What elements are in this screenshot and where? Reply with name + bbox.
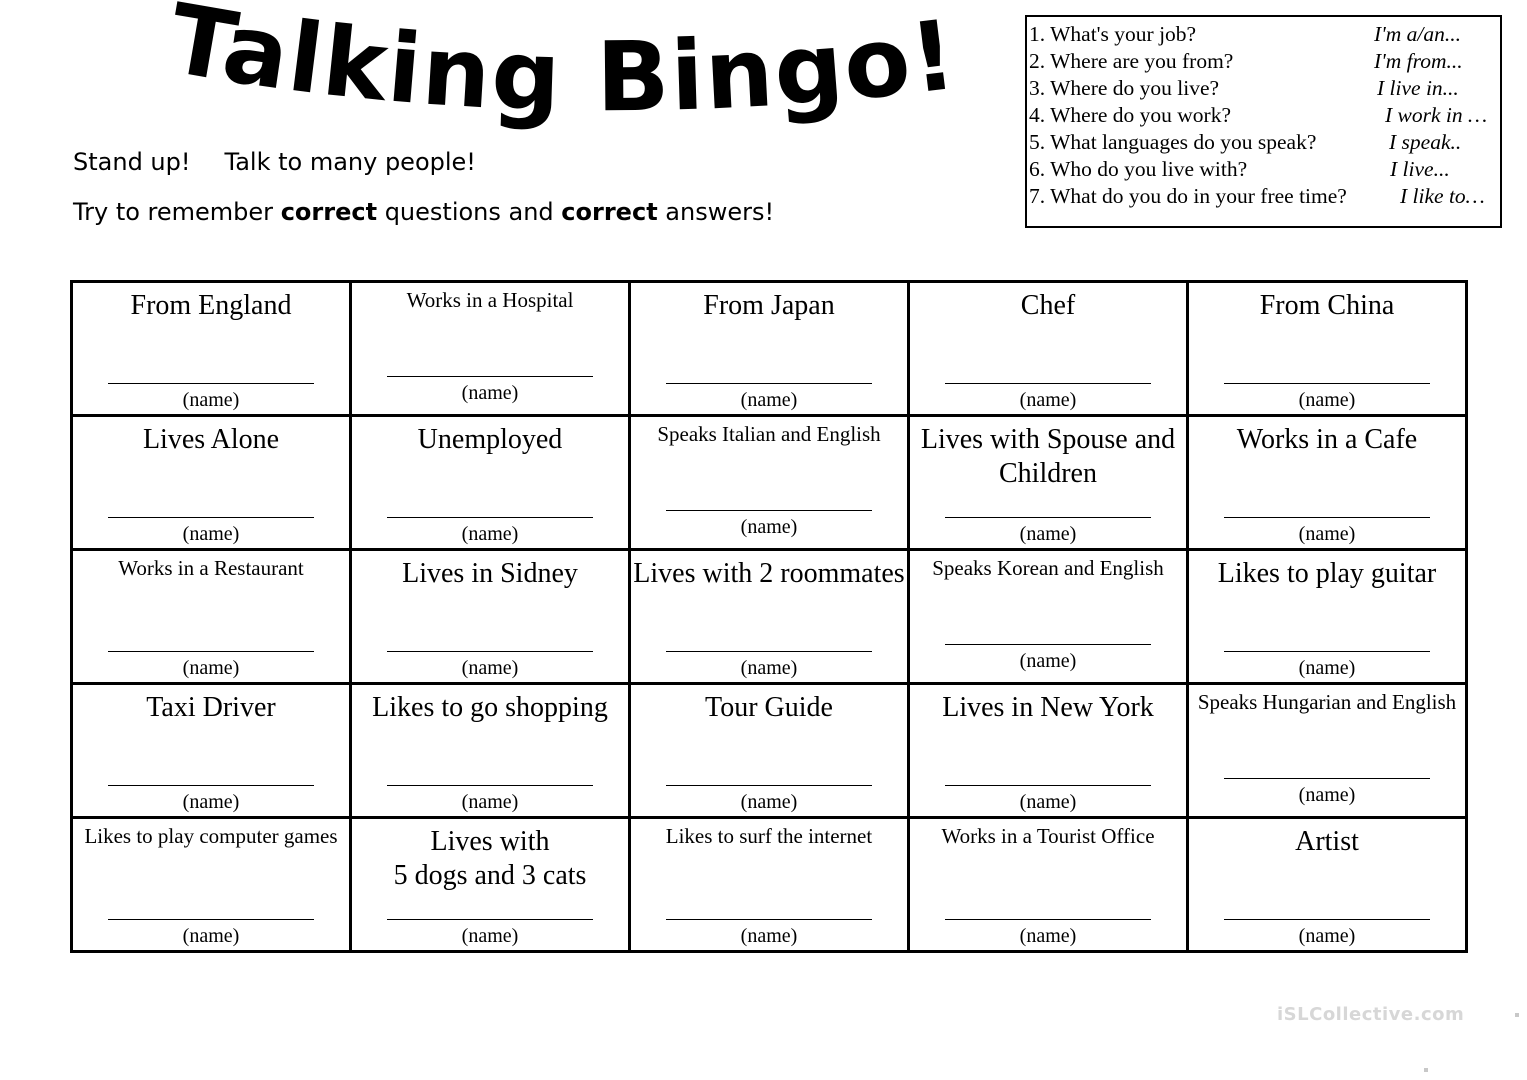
cell-label: Lives Alone <box>142 424 280 455</box>
name-label: (name) <box>461 523 519 545</box>
name-label: (name) <box>1298 784 1356 806</box>
name-label: (name) <box>1019 925 1077 947</box>
name-label: (name) <box>182 657 240 679</box>
bingo-cell <box>72 416 351 550</box>
bingo-cell <box>72 818 351 952</box>
name-label: (name) <box>1298 389 1356 411</box>
cell-label: Unemployed <box>417 424 563 455</box>
cell-label: Lives with 2 roommates <box>633 558 905 589</box>
talk-text: Talk to many people! <box>224 148 476 176</box>
answer-text: I live... <box>1390 157 1450 181</box>
bingo-cell <box>909 550 1188 684</box>
cell-label: Artist <box>1295 826 1359 857</box>
question-row <box>1029 21 1496 48</box>
question-text: 3. Where do you live? <box>1029 76 1220 100</box>
name-write-line[interactable] <box>945 383 1151 384</box>
name-write-line[interactable] <box>1224 517 1430 518</box>
cell-label: Lives in Sidney <box>402 558 578 589</box>
cell-label: Speaks Korean and English <box>932 556 1164 580</box>
bingo-cell <box>351 818 630 952</box>
question-text: 6. Who do you live with? <box>1029 157 1248 181</box>
name-write-line[interactable] <box>1224 778 1430 779</box>
cell-label: From England <box>130 290 292 321</box>
cell-label: Speaks Italian and English <box>657 422 881 446</box>
name-label: (name) <box>1019 650 1077 672</box>
bingo-cell <box>1188 416 1467 550</box>
name-label: (name) <box>1298 523 1356 545</box>
name-write-line[interactable] <box>108 785 314 786</box>
cell-label: From Japan <box>703 290 835 321</box>
answer-text: I speak.. <box>1389 130 1462 154</box>
name-write-line[interactable] <box>1224 919 1430 920</box>
name-label: (name) <box>461 382 519 404</box>
name-label: (name) <box>461 925 519 947</box>
cell-label: Lives with Spouse and Children <box>920 424 1176 489</box>
name-write-line[interactable] <box>387 376 593 377</box>
instruction-text: Try to remember <box>73 198 281 226</box>
question-text: 7. What do you do in your free time? <box>1029 184 1347 208</box>
name-write-line[interactable] <box>108 383 314 384</box>
bingo-grid <box>70 280 1468 953</box>
bingo-row <box>72 550 1467 684</box>
stand-up-text: Stand up! <box>73 148 191 176</box>
bingo-cell <box>351 282 630 416</box>
questions-box <box>1025 15 1502 228</box>
page-title <box>150 0 1030 150</box>
name-label: (name) <box>1298 657 1356 679</box>
name-write-line[interactable] <box>666 383 872 384</box>
name-label: (name) <box>740 516 798 538</box>
answer-text: I live in... <box>1377 76 1459 100</box>
bingo-cell <box>1188 818 1467 952</box>
cell-label: Works in a Cafe <box>1236 424 1418 455</box>
bingo-cell <box>351 416 630 550</box>
bingo-cell <box>630 684 909 818</box>
name-write-line[interactable] <box>945 785 1151 786</box>
bingo-cell <box>351 684 630 818</box>
cell-label: Likes to go shopping <box>372 692 608 723</box>
bingo-cell <box>72 282 351 416</box>
name-label: (name) <box>740 389 798 411</box>
name-label: (name) <box>182 389 240 411</box>
bold-correct-1: correct <box>280 198 378 226</box>
cell-label: Speaks Hungarian and English <box>1197 690 1457 714</box>
bingo-cell <box>909 282 1188 416</box>
name-label: (name) <box>461 657 519 679</box>
bold-correct-2: correct <box>561 198 658 226</box>
dot <box>1424 1068 1428 1072</box>
name-write-line[interactable] <box>945 919 1151 920</box>
bingo-cell <box>630 416 909 550</box>
bingo-cell <box>72 684 351 818</box>
question-row <box>1029 183 1496 210</box>
instruction-text: answers! <box>657 198 775 226</box>
name-label: (name) <box>461 791 519 813</box>
name-label: (name) <box>740 791 798 813</box>
name-write-line[interactable] <box>108 651 314 652</box>
cell-label: Lives in New York <box>942 692 1154 723</box>
name-write-line[interactable] <box>945 644 1151 645</box>
bingo-cell <box>1188 684 1467 818</box>
cell-label: From China <box>1259 290 1395 321</box>
bingo-cell <box>909 416 1188 550</box>
cell-label: Taxi Driver <box>146 692 276 723</box>
bingo-cell <box>351 550 630 684</box>
name-label: (name) <box>1019 791 1077 813</box>
instruction-line-2 <box>73 187 774 237</box>
name-write-line[interactable] <box>666 785 872 786</box>
instructions <box>73 137 774 237</box>
cell-label: Likes to play guitar <box>1217 558 1437 589</box>
name-write-line[interactable] <box>387 919 593 920</box>
bingo-cell <box>630 550 909 684</box>
question-row <box>1029 48 1496 75</box>
bingo-row <box>72 684 1467 818</box>
name-label: (name) <box>1019 389 1077 411</box>
bingo-cell <box>909 684 1188 818</box>
name-write-line[interactable] <box>108 919 314 920</box>
cell-label: Chef <box>1020 290 1076 321</box>
bingo-row <box>72 416 1467 550</box>
name-write-line[interactable] <box>387 651 593 652</box>
name-write-line[interactable] <box>108 517 314 518</box>
answer-text: I work in … <box>1385 103 1488 127</box>
bingo-cell <box>630 282 909 416</box>
name-write-line[interactable] <box>387 517 593 518</box>
name-label: (name) <box>182 791 240 813</box>
name-write-line[interactable] <box>666 919 872 920</box>
name-label: (name) <box>1019 523 1077 545</box>
bingo-cell <box>630 818 909 952</box>
name-label: (name) <box>740 657 798 679</box>
bingo-cell <box>1188 282 1467 416</box>
answer-text: I'm from... <box>1374 49 1463 73</box>
cell-label: Lives with 5 dogs and 3 cats <box>393 826 587 891</box>
cell-label: Likes to play computer games <box>84 824 338 848</box>
bingo-cell <box>909 818 1188 952</box>
name-write-line[interactable] <box>666 651 872 652</box>
bingo-row <box>72 282 1467 416</box>
question-text: 5. What languages do you speak? <box>1029 130 1317 154</box>
name-label: (name) <box>182 523 240 545</box>
cell-label: Works in a Hospital <box>406 288 574 312</box>
question-row <box>1029 75 1496 102</box>
name-write-line[interactable] <box>387 785 593 786</box>
name-label: (name) <box>182 925 240 947</box>
name-write-line[interactable] <box>945 517 1151 518</box>
bingo-row <box>72 818 1467 952</box>
answer-text: I like to… <box>1400 184 1485 208</box>
watermark: iSLCollective.com <box>1277 1004 1465 1025</box>
question-row <box>1029 156 1496 183</box>
question-row <box>1029 129 1496 156</box>
name-write-line[interactable] <box>1224 383 1430 384</box>
name-write-line[interactable] <box>1224 651 1430 652</box>
bingo-cell <box>72 550 351 684</box>
cell-label: Works in a Tourist Office <box>941 824 1155 848</box>
bingo-cell <box>1188 550 1467 684</box>
name-write-line[interactable] <box>666 510 872 511</box>
dot <box>1515 1013 1519 1017</box>
cell-label: Tour Guide <box>705 692 833 723</box>
cell-label: Works in a Restaurant <box>118 556 304 580</box>
question-text: 2. Where are you from? <box>1029 49 1234 73</box>
question-row <box>1029 102 1496 129</box>
question-text: 1. What's your job? <box>1029 22 1197 46</box>
instruction-text: questions and <box>377 198 562 226</box>
question-text: 4. Where do you work? <box>1029 103 1232 127</box>
name-label: (name) <box>1298 925 1356 947</box>
answer-text: I'm a/an... <box>1374 22 1462 46</box>
cell-label: Likes to surf the internet <box>665 824 873 848</box>
title-text: Talking Bingo! <box>161 0 964 134</box>
name-label: (name) <box>740 925 798 947</box>
instruction-line-1 <box>73 137 774 187</box>
